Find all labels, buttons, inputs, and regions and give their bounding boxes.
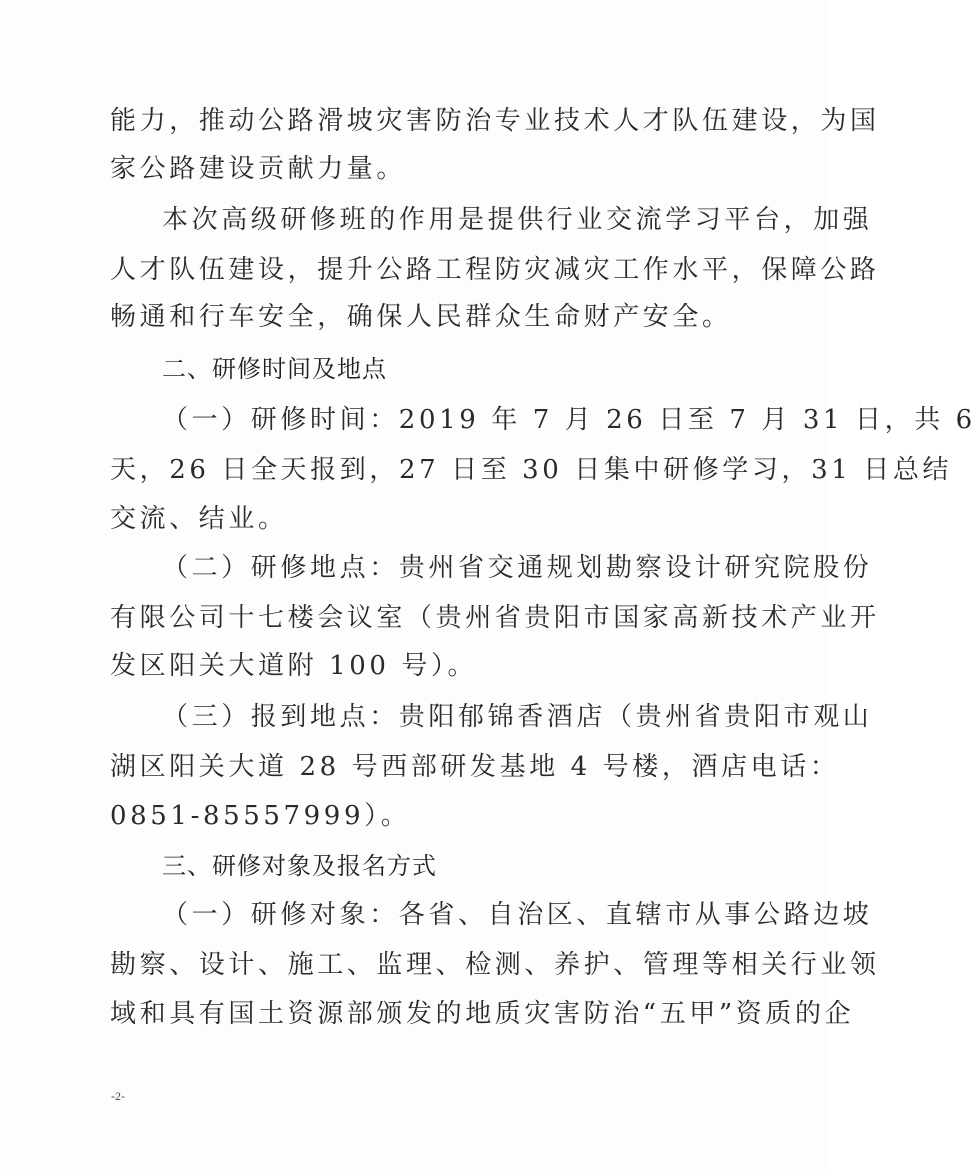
body-line: 天，26 日全天报到，27 日至 30 日集中研修学习，31 日总结: [110, 455, 953, 485]
page-number: -2-: [111, 1089, 125, 1103]
body-line: 域和具有国土资源部颁发的地质灾害防治“五甲”资质的企: [110, 999, 855, 1029]
body-line: 人才队伍建设，提升公路工程防灾减灾工作水平，保障公路: [110, 255, 880, 285]
body-line: 家公路建设贡献力量。: [110, 154, 407, 184]
body-line: 畅通和行车安全，确保人民群众生命财产安全。: [110, 302, 732, 332]
paragraph-first-line: （一）研修时间：2019 年 7 月 26 日至 7 月 31 日，共 6: [162, 405, 976, 435]
body-line: 湖区阳关大道 28 号西部研发基地 4 号楼，酒店电话：: [110, 752, 840, 782]
body-line: 0851-85557999）。: [110, 801, 411, 831]
body-line: 勘察、设计、施工、监理、检测、养护、管理等相关行业领: [110, 950, 880, 980]
paragraph-first-line: （二）研修地点：贵州省交通规划勘察设计研究院股份: [162, 553, 873, 583]
paragraph-first-line: （一）研修对象：各省、自治区、直辖市从事公路边坡: [162, 900, 873, 930]
paragraph-first-line: 本次高级研修班的作用是提供行业交流学习平台，加强: [162, 205, 873, 235]
body-line: 有限公司十七楼会议室（贵州省贵阳市国家高新技术产业开: [110, 603, 880, 633]
section-heading: 三、研修对象及报名方式: [162, 852, 437, 880]
section-heading: 二、研修时间及地点: [162, 355, 387, 383]
body-line: 交流、结业。: [110, 504, 288, 534]
body-line: 能力，推动公路滑坡灾害防治专业技术人才队伍建设，为国: [110, 106, 880, 136]
paragraph-first-line: （三）报到地点：贵阳郁锦香酒店（贵州省贵阳市观山: [162, 702, 873, 732]
body-line: 发区阳关大道附 100 号）。: [110, 651, 478, 681]
